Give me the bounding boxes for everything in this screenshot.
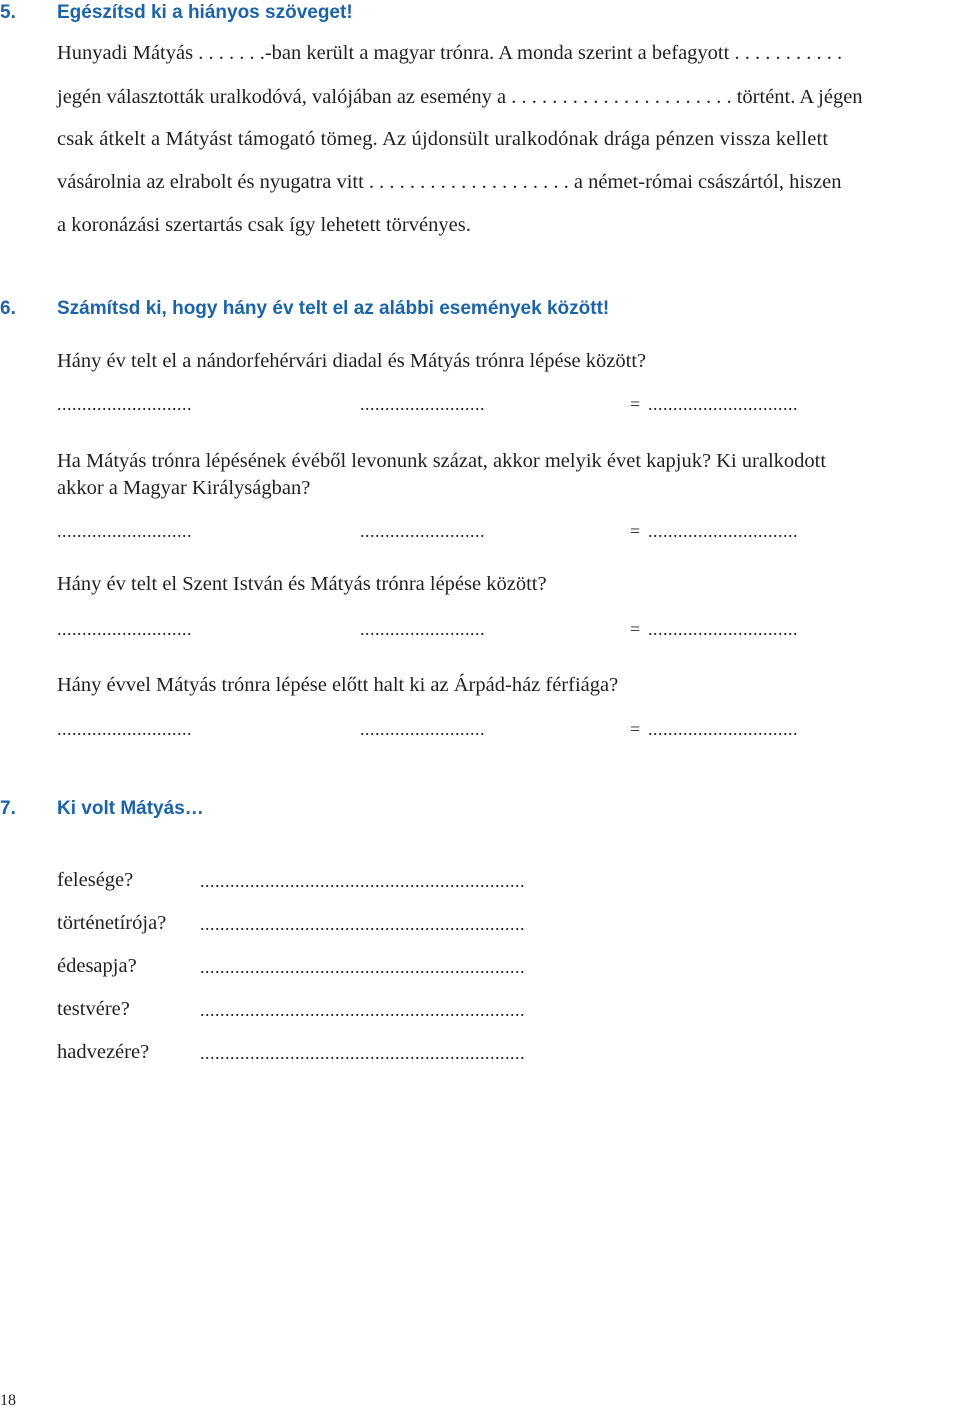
answer-3-dots-b[interactable]: ......................... [360, 619, 485, 639]
answer-1-equals: = [630, 394, 641, 414]
answer-2-dots-a[interactable]: ........................... [57, 521, 192, 541]
page-number: 18 [0, 1392, 16, 1409]
answer-2-equals: = [630, 521, 641, 541]
item-label-hadvezere: hadvezére? [57, 1041, 150, 1063]
answer-3-dots-c[interactable]: .............................. [648, 619, 798, 639]
answer-4-equals: = [630, 719, 641, 739]
question-1-text: Hány év telt el a nándorfehérvári diadal és Mátyás trónra lépése között? [57, 350, 647, 372]
answer-2-dots-c[interactable]: .............................. [648, 521, 798, 541]
item-dots-edesapja[interactable]: ................................................................. [200, 957, 525, 977]
question-2-text-line-1: Ha Mátyás trónra lépésének évéből levonunk százat, akkor melyik évet kapjuk? Ki uralkodott [57, 450, 827, 472]
section-5-line-4: vásárolnia az elrabolt és nyugatra vitt . . . . . . . . . . . . . . . . . . . . a német-római császártól, hiszen [57, 171, 842, 193]
item-dots-tortenetiroja[interactable]: ................................................................. [200, 914, 525, 934]
section-5-line-2: jegén választották uralkodóvá, valójában az esemény a . . . . . . . . . . . . . . . . . . . . . . történt. A jégen [57, 86, 863, 108]
question-2-text-line-2: akkor a Magyar Királyságban? [57, 477, 311, 499]
answer-4-dots-b[interactable]: ......................... [360, 719, 485, 739]
item-label-testvere: testvére? [57, 998, 130, 1020]
item-label-felesege: felesége? [57, 869, 134, 891]
question-4-text: Hány évvel Mátyás trónra lépése előtt halt ki az Árpád-ház férfiága? [57, 674, 619, 696]
answer-2-dots-b[interactable]: ......................... [360, 521, 485, 541]
section-7-title: Ki volt Mátyás… [57, 798, 204, 819]
section-7-number: 7. [0, 798, 16, 819]
answer-3-dots-a[interactable]: ........................... [57, 619, 192, 639]
item-dots-felesege[interactable]: ................................................................. [200, 871, 525, 891]
item-dots-hadvezere[interactable]: ................................................................. [200, 1043, 525, 1063]
question-3-text: Hány év telt el Szent István és Mátyás trónra lépése között? [57, 573, 547, 595]
answer-1-dots-c[interactable]: .............................. [648, 394, 798, 414]
item-dots-testvere[interactable]: ................................................................. [200, 1000, 525, 1020]
section-5-line-5: a koronázási szertartás csak így lehetett törvényes. [57, 214, 471, 236]
item-label-tortenetiroja: történetírója? [57, 912, 167, 934]
section-5-line-3: csak átkelt a Mátyást támogató tömeg. Az újdonsült uralkodónak drága pénzen vissza kellett [57, 128, 829, 150]
section-5-number: 5. [0, 2, 16, 23]
answer-1-dots-b[interactable]: ......................... [360, 394, 485, 414]
section-5-line-1: Hunyadi Mátyás . . . . . . .-ban került a magyar trónra. A monda szerint a befagyott . . . . . . . . . . . [57, 42, 843, 64]
answer-4-dots-c[interactable]: .............................. [648, 719, 798, 739]
section-6-title: Számítsd ki, hogy hány év telt el az alábbi események között! [57, 298, 610, 319]
answer-3-equals: = [630, 619, 641, 639]
item-label-edesapja: édesapja? [57, 955, 137, 977]
answer-4-dots-a[interactable]: ........................... [57, 719, 192, 739]
section-5-title: Egészítsd ki a hiányos szöveget! [57, 2, 353, 23]
section-6-number: 6. [0, 298, 16, 319]
answer-1-dots-a[interactable]: ........................... [57, 394, 192, 414]
